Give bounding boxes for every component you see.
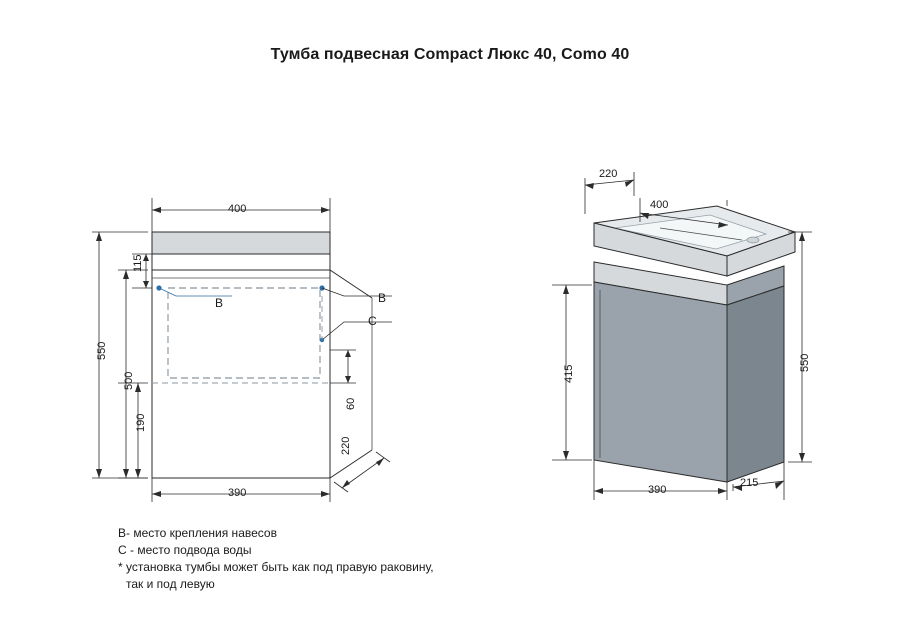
arrow-190-top (135, 383, 141, 392)
dim-iso-width-top: 400 (650, 199, 669, 211)
dim-iso-depth-top: 220 (599, 168, 618, 180)
dim-iso-door-height: 415 (563, 364, 575, 383)
dim-front-gap: 60 (345, 397, 357, 410)
legend-line-3: * установка тумбы может быть как под правую раковину, (118, 560, 434, 574)
front-depth-line-top (330, 270, 372, 298)
ext-220-b (376, 452, 390, 462)
dim-iso-height-total: 550 (799, 353, 811, 372)
arrow-400-left (152, 207, 161, 213)
arrow-220-front-b (376, 458, 384, 466)
legend-line-4: так и под левую (126, 577, 215, 591)
arrow-iso415-top (563, 285, 569, 294)
dim-front-height-body: 500 (123, 371, 135, 390)
arrow-550-bottom (96, 469, 102, 478)
callout-b-left: B (215, 296, 224, 310)
arrow-220-front-a (342, 480, 350, 488)
arrow-390-left (152, 491, 161, 497)
arrow-60-bottom (345, 376, 351, 383)
dim-front-height-bottom: 190 (135, 413, 147, 432)
legend-line-2: С - место подвода воды (118, 543, 252, 557)
dim-front-width-top: 400 (228, 203, 247, 215)
arrow-iso390-a (594, 488, 603, 494)
iso-cabinet-front (594, 282, 727, 482)
page-title: Тумба подвесная Compact Люкс 40, Como 40 (270, 46, 630, 63)
legend-line-1: В- место крепления навесов (118, 526, 277, 540)
dim-iso-depth-bottom: 215 (740, 477, 759, 489)
arrow-60-top (345, 350, 351, 357)
leader-c (322, 322, 392, 340)
arrow-115-bottom (143, 281, 149, 288)
iso-cabinet-side (727, 286, 784, 482)
dim-iso-width-bottom: 390 (648, 484, 667, 496)
arrow-iso415-bottom (563, 451, 569, 460)
arrow-500-bottom (123, 469, 129, 478)
callout-b-right: B (378, 291, 387, 305)
arrow-iso220-a (585, 183, 594, 189)
arrow-550-top (96, 232, 102, 241)
arrow-500-top (123, 270, 129, 279)
front-counter-slab (152, 232, 330, 254)
dim-front-depth: 220 (340, 436, 352, 455)
dim-front-width-bottom: 390 (228, 487, 247, 499)
arrow-iso550-bottom (799, 453, 805, 462)
dim-front-height-top-panel: 115 (132, 254, 144, 272)
iso-sink-drain (747, 237, 759, 243)
arrow-390-right (321, 491, 330, 497)
arrow-iso390-b (718, 488, 727, 494)
arrow-400-right (321, 207, 330, 213)
arrow-iso550-top (799, 232, 805, 241)
front-counter-edge (152, 254, 330, 270)
arrow-190-bottom (135, 469, 141, 478)
callout-c: C (368, 314, 377, 328)
dim-front-height-total: 550 (96, 341, 108, 360)
front-cabinet-body (152, 270, 330, 478)
